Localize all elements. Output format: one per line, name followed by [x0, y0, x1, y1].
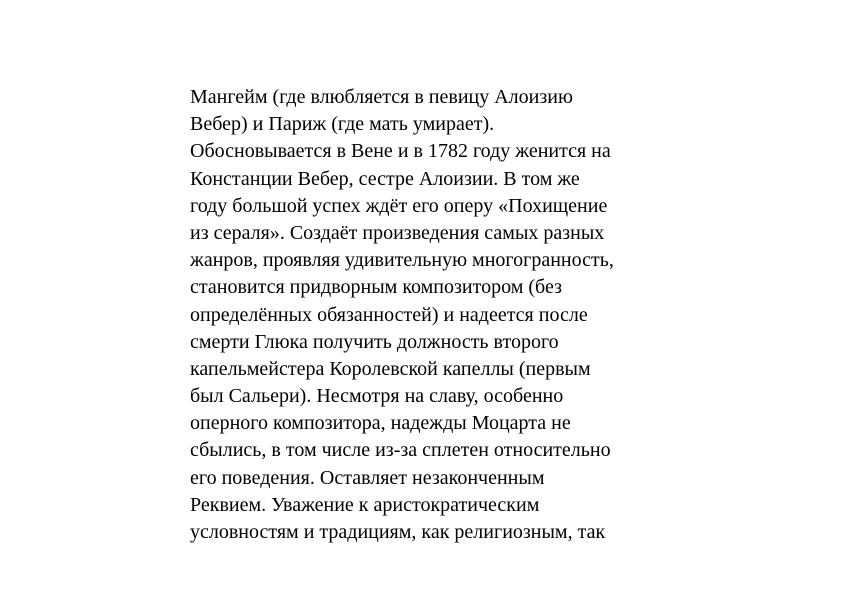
text-line: Обосновывается в Вене и в 1782 году женится на [190, 140, 611, 163]
text-line: из сераля». Создаёт произведения самых разных [190, 221, 605, 244]
text-line: Реквием. Уважение к аристократическим [190, 493, 540, 516]
text-line: условностям и традициям, как религиозным, так [190, 521, 606, 543]
text-line: смерти Глюка получить должность второго [190, 330, 559, 353]
body-text [190, 84, 660, 546]
text-line: его поведения. Оставляет незаконченным [190, 466, 545, 489]
text-line: капельмейстера Королевской капеллы (первым [190, 357, 591, 380]
text-line: году большой успех ждёт его оперу «Похищение [190, 194, 608, 217]
text-line: становится придворным композитором (без [190, 276, 562, 299]
text-line: сбылись, в том числе из-за сплетен относительно [190, 439, 611, 462]
text-line: был Сальери). Несмотря на славу, особенно [190, 385, 564, 408]
text-line: определённых обязанностей) и надеется после [190, 303, 588, 326]
text-line: оперного композитора, надежды Моцарта не [190, 412, 571, 435]
text-line: Мангейм (где влюбляется в певицу Алоизию [190, 86, 573, 108]
text-line: Вебер) и Париж (где мать умирает). [190, 113, 495, 136]
text-line: жанров, проявляя удивительную многогранность, [190, 249, 614, 272]
text-line: Констанции Вебер, сестре Алоизии. В том же [190, 167, 580, 190]
